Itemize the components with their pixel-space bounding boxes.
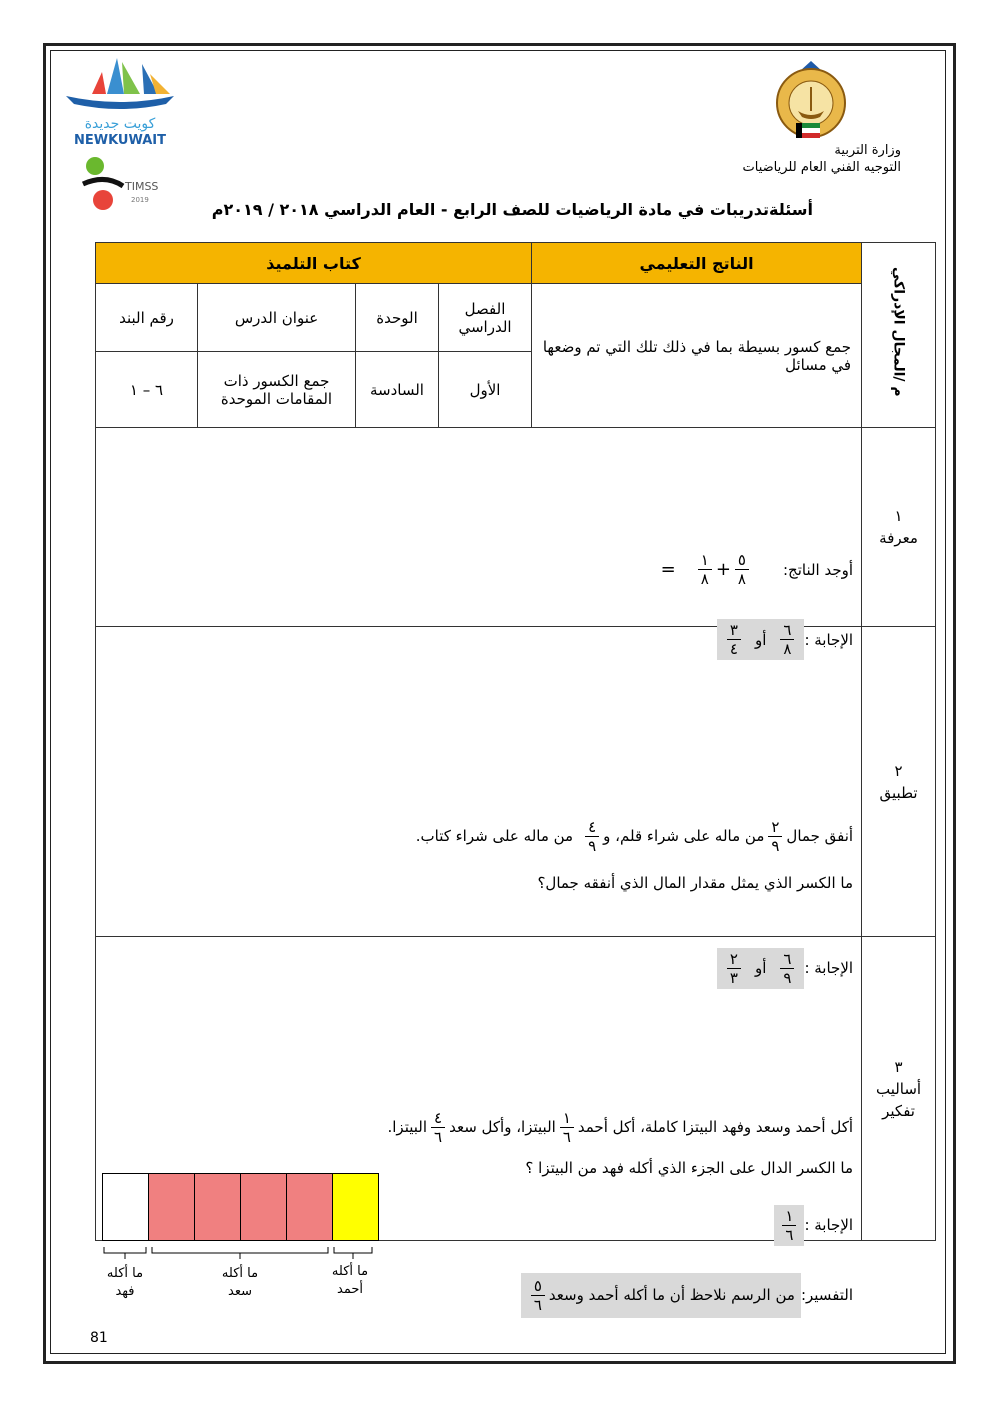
q3-text-c: البيتزا. (387, 1118, 428, 1136)
q1-a1-den: ٨ (780, 639, 794, 658)
question-1-prompt (661, 551, 853, 588)
semester-value: الأول (439, 352, 532, 428)
question-3-answer (774, 1205, 853, 1246)
q3-f2-den: ٦ (431, 1127, 445, 1146)
svg-text:كويت جديدة: كويت جديدة (84, 116, 156, 132)
q1-plus: + (715, 559, 731, 580)
question-3-line-1 (387, 1109, 853, 1146)
q3-explain-fraction (531, 1277, 545, 1314)
question-1-domain (862, 428, 936, 627)
q2-f1-num: ٢ (771, 817, 780, 836)
q1-number: ١ (894, 507, 903, 525)
q1-domain-label: معرفة (879, 529, 918, 547)
question-1 (96, 428, 862, 658)
svg-text:2019: 2019 (131, 196, 149, 204)
q3-f1-num: ١ (562, 1108, 571, 1127)
pizza-part-fahad (103, 1174, 148, 1240)
q1-a1-num: ٦ (783, 621, 792, 639)
ministry-emblem (770, 57, 852, 147)
pizza-part-saad-3 (240, 1174, 286, 1240)
q2-answer-label: الإجابة : (804, 959, 854, 977)
q3-answer-label: الإجابة : (804, 1216, 854, 1234)
pizza-part-saad-4 (286, 1174, 332, 1240)
q1-fraction-1 (735, 551, 749, 588)
q3-answer-box (774, 1205, 804, 1246)
q2-text-b: من ماله على شراء قلم، و (603, 827, 765, 845)
unit-value: السادسة (356, 352, 439, 428)
q2-a2-num: ٢ (729, 949, 738, 968)
page-number: 81 (90, 1330, 108, 1346)
q3-domain-label: أساليب تفكير (875, 1079, 922, 1120)
q1-answer-label: الإجابة : (804, 630, 854, 649)
label-saad: ما أكله سعد (221, 1265, 259, 1299)
q3-f1-den: ٦ (560, 1127, 574, 1146)
q1-answer-fraction-1 (780, 621, 794, 658)
svg-text:TIMSS: TIMSS (125, 180, 159, 193)
lesson-title-value: جمع الكسور ذات المقامات الموحدة (198, 352, 356, 428)
q1-f1-den: ٨ (735, 569, 749, 588)
q2-answer-fraction-2 (727, 950, 741, 987)
q1-prompt-text: أوجد الناتج: (782, 560, 854, 579)
q1-a2-num: ٣ (729, 621, 738, 639)
pizza-part-ahmad (332, 1174, 378, 1240)
q2-answer-box (717, 948, 805, 989)
label-fahad: ما أكله فهد (106, 1265, 144, 1299)
q3-f2-num: ٤ (434, 1108, 443, 1127)
q2-number: ٢ (894, 761, 903, 780)
index-domain-label: م /المجال الإدراكي (890, 267, 907, 397)
question-2-answer (717, 948, 853, 989)
q2-a2-den: ٣ (727, 968, 741, 987)
q3-a-den: ٦ (782, 1225, 796, 1244)
q2-or: أو (754, 959, 767, 977)
q2-f1-den: ٩ (768, 836, 782, 855)
worksheet-table (95, 242, 936, 1314)
q3-text-a: أكل أحمد وسعد وفهد البيتزا كاملة، أكل أحمد (577, 1118, 854, 1136)
q1-or: أو (754, 630, 767, 649)
ministry-name: وزارة التربية (834, 143, 901, 158)
question-3-explanation (521, 1273, 853, 1318)
q2-a1-den: ٩ (780, 968, 794, 987)
outcome-header: الناتج التعليمي (532, 243, 862, 284)
department-name: التوجيه الفني العام للرياضيات (742, 160, 901, 175)
document-title: أسئلةتدريبات في مادة الرياضيات للصف الرابع - العام الدراسي ٢٠١٨ / ٢٠١٩م (211, 200, 813, 219)
item-number-header: رقم البند (96, 284, 198, 352)
q2-f2-den: ٩ (585, 836, 599, 855)
q2-f2-num: ٤ (588, 817, 597, 836)
pizza-diagram (102, 1173, 379, 1241)
q1-answer-box (717, 619, 805, 660)
label-ahmad: ما أكله أحمد (331, 1263, 369, 1297)
q1-f1-num: ٥ (737, 551, 746, 569)
q2-text-c: من ماله على شراء كتاب. (415, 827, 574, 845)
book-header: كتاب التلميذ (96, 243, 532, 284)
q3-e-den: ٦ (531, 1295, 545, 1314)
q1-equals: = (660, 559, 676, 580)
q1-fraction-2 (698, 551, 712, 588)
q3-number: ٣ (894, 1057, 903, 1076)
q1-answer-fraction-2 (727, 621, 741, 658)
q2-text-a: أنفق جمال (786, 827, 854, 845)
svg-text:NEWKUWAIT: NEWKUWAIT (73, 133, 167, 148)
pizza-part-saad-1 (148, 1174, 194, 1240)
question-2 (96, 627, 862, 987)
q2-a1-num: ٦ (783, 949, 792, 968)
question-2-line-2: ما الكسر الذي يمثل مقدار المال الذي أنفقه جمال؟ (537, 873, 854, 892)
semester-header: الفصل الدراسي (439, 284, 532, 352)
q1-a2-den: ٤ (727, 639, 741, 658)
question-2-line-1 (416, 818, 853, 855)
q3-answer-fraction (782, 1207, 796, 1244)
question-3-line-2: ما الكسر الدال على الجزء الذي أكله فهد من البيتزا ؟ (525, 1158, 854, 1177)
ministry-header (743, 142, 901, 176)
unit-header: الوحدة (356, 284, 439, 352)
lesson-title-header: عنوان الدرس (198, 284, 356, 352)
q1-f2-num: ١ (700, 551, 709, 569)
question-1-answer (717, 619, 853, 660)
q3-fraction-2 (431, 1109, 445, 1146)
q2-fraction-1 (768, 818, 782, 855)
outcome-text: جمع كسور بسيطة بما في ذلك تلك التي تم وضعها في مسائل (532, 284, 862, 428)
q1-f2-den: ٨ (698, 569, 712, 588)
question-2-domain (862, 627, 936, 937)
q3-explain-box (521, 1273, 801, 1318)
timss-logo (75, 152, 175, 212)
new-kuwait-logo (62, 56, 178, 148)
q2-fraction-2 (585, 818, 599, 855)
q3-fraction-1 (560, 1109, 574, 1146)
q3-e-num: ٥ (533, 1276, 542, 1295)
q3-explain-label: التفسير: (800, 1286, 854, 1304)
q3-text-b: البيتزا، وأكل سعد (449, 1118, 556, 1136)
q2-answer-fraction-1 (780, 950, 794, 987)
question-3-domain (862, 937, 936, 1241)
index-domain-header (862, 243, 936, 428)
pizza-part-saad-2 (194, 1174, 240, 1240)
q2-domain-label: تطبيق (879, 783, 918, 802)
q3-a-num: ١ (785, 1206, 794, 1225)
q3-explain-text: من الرسم نلاحظ أن ما أكله أحمد وسعد (548, 1286, 795, 1304)
item-number-value: ٦ – ١ (96, 352, 198, 428)
